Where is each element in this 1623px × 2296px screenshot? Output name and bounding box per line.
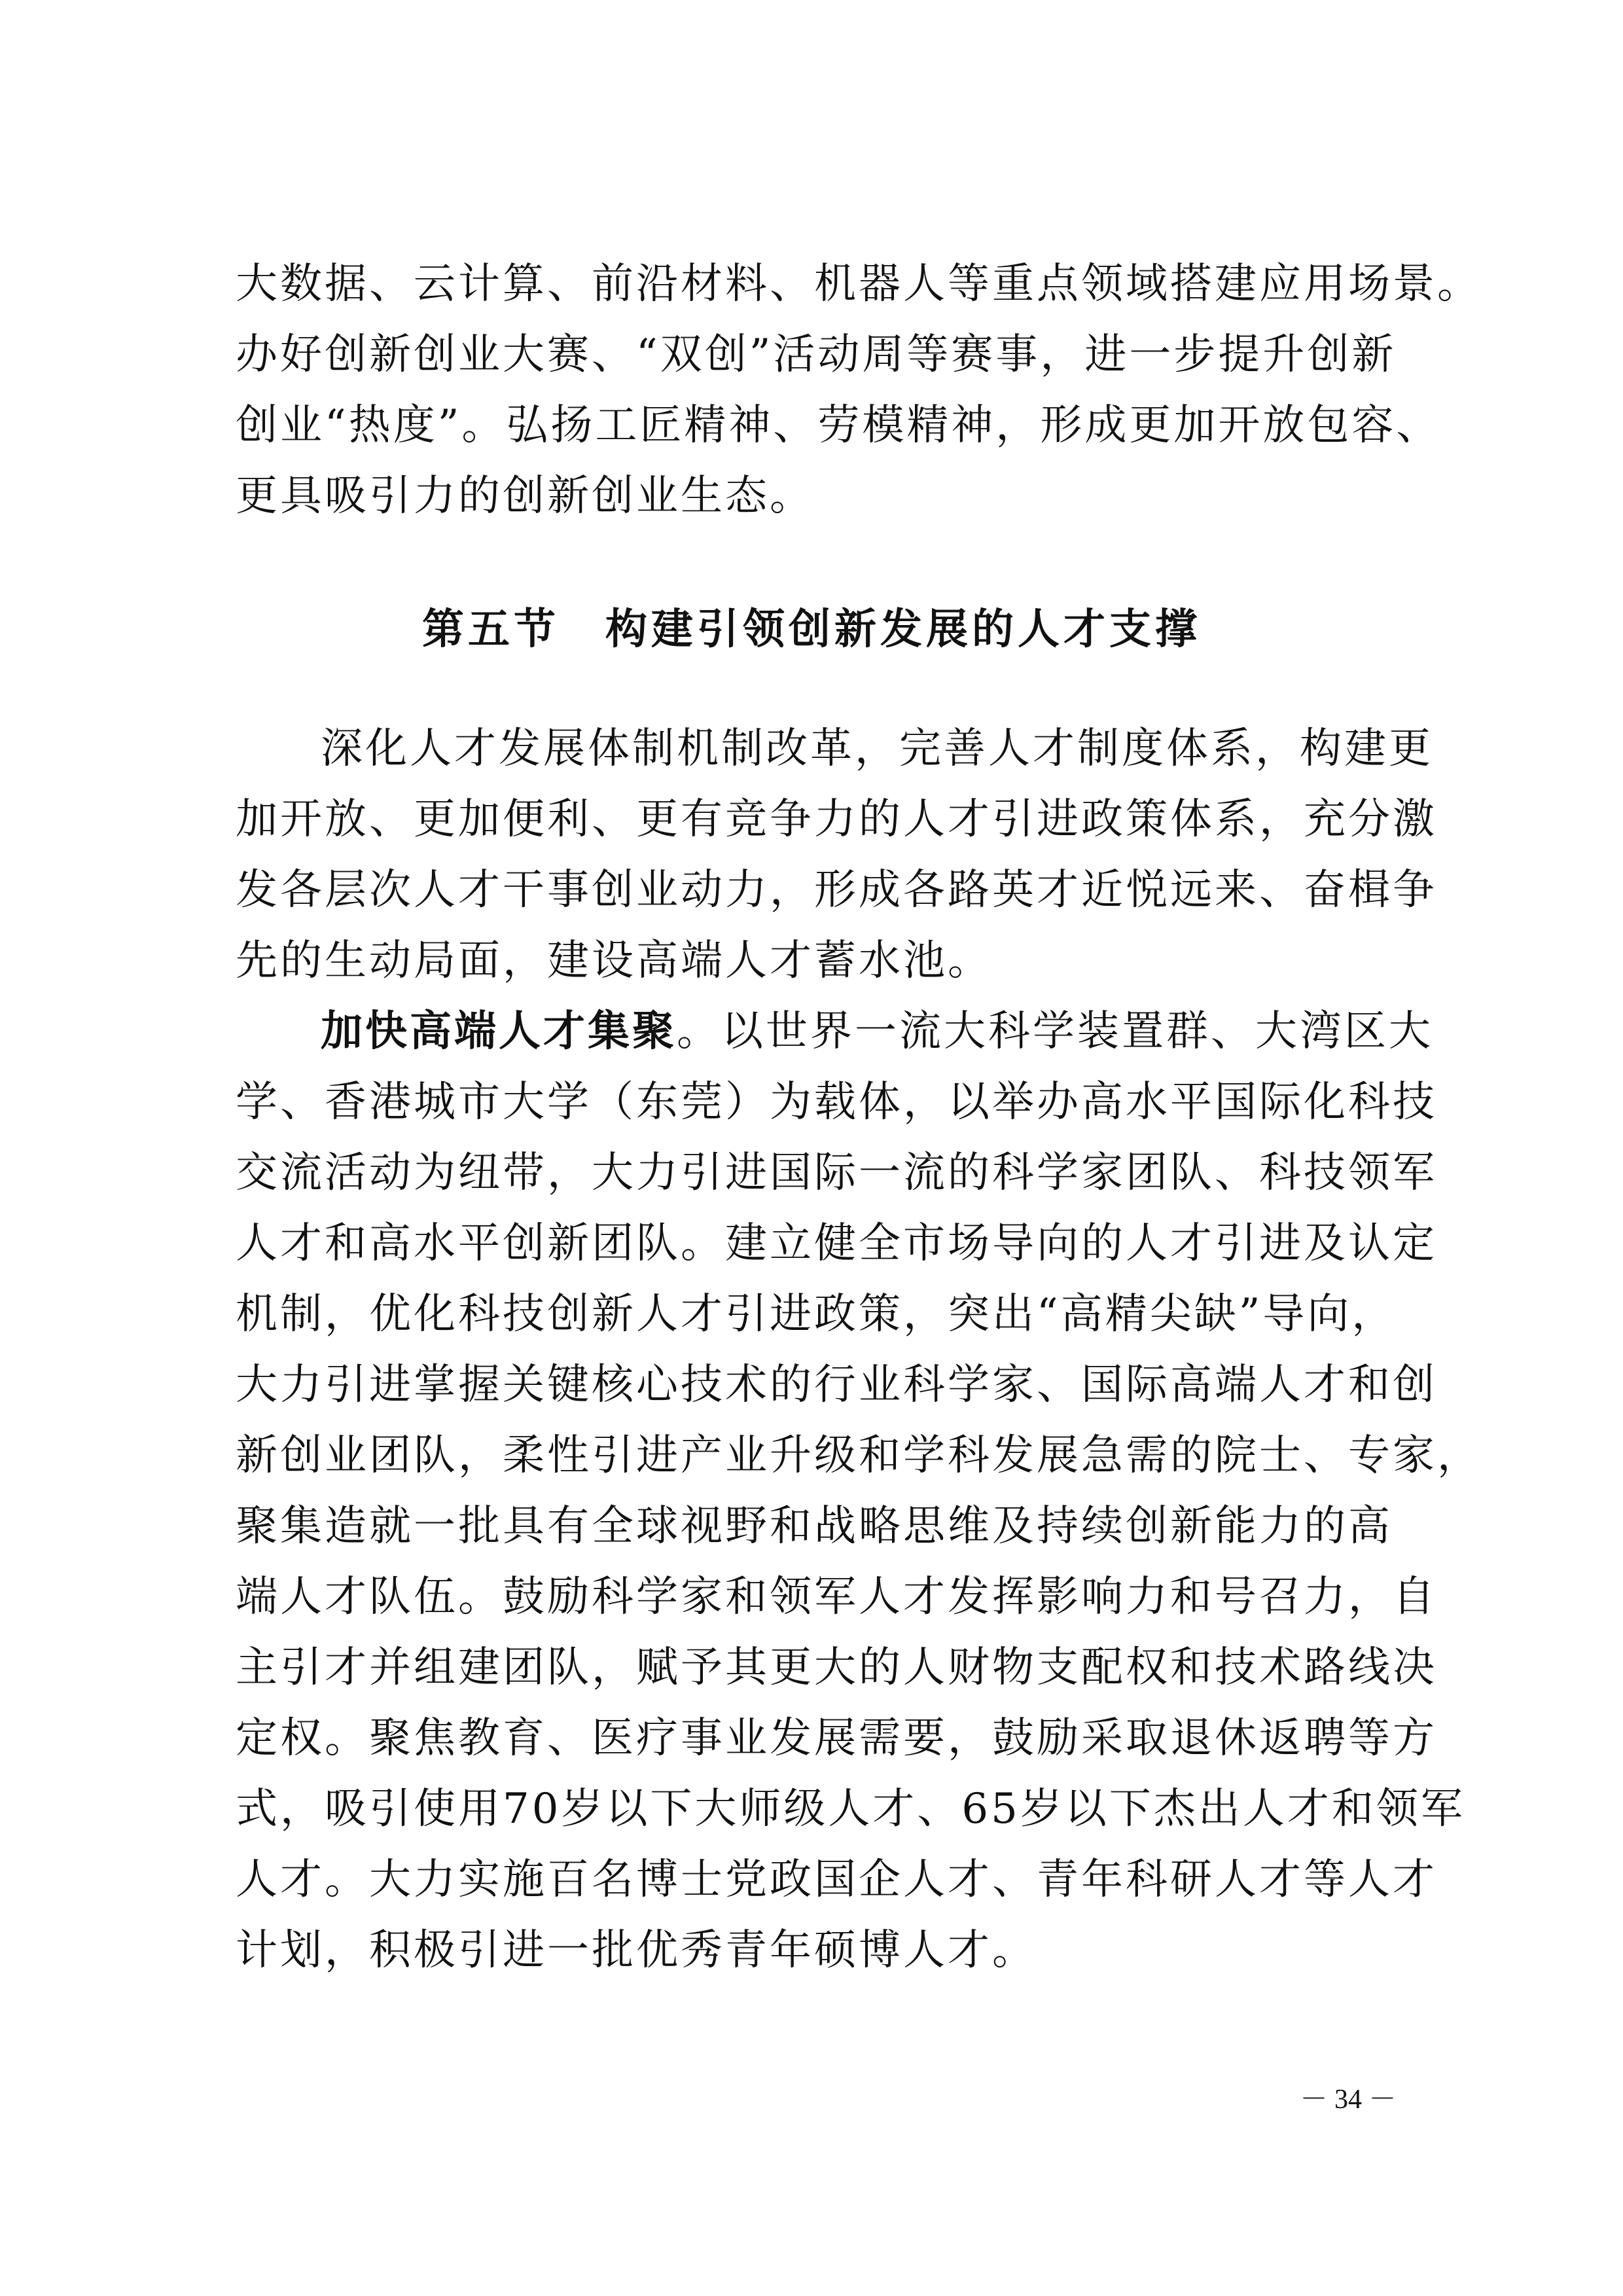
paragraph-line: 式，吸引使用70岁以下大师级人才、65岁以下杰出人才和领军: [236, 1785, 1465, 1833]
paragraph-line: 加开放、更加便利、更有竞争力的人才引进政策体系，充分激: [236, 795, 1437, 844]
paragraph-line: 主引才并组建团队，赋予其更大的人财物支配权和技术路线决: [236, 1643, 1437, 1692]
paragraph-line: 学、香港城市大学（东莞）为载体，以举办高水平国际化科技: [236, 1078, 1437, 1126]
paragraph-line: 计划，积极引进一批优秀青年硕博人才。: [236, 1926, 1037, 1975]
paragraph-line: 交流活动为纽带，大力引进国际一流的科学家团队、科技领军: [236, 1149, 1437, 1197]
paragraph-line: 创业“热度”。弘扬工匠精神、劳模精神，形成更加开放包容、: [236, 401, 1441, 450]
page-number: － 34 －: [1300, 2085, 1397, 2115]
section-heading: 第五节 构建引领创新发展的人才支撑: [422, 605, 1201, 654]
paragraph-line: 深化人才发展体制机制改革，完善人才制度体系，构建更: [321, 725, 1433, 773]
paragraph-line: 端人才队伍。鼓励科学家和领军人才发挥影响力和号召力，自: [236, 1573, 1437, 1621]
paragraph-line: 定权。聚焦教育、医疗事业发展需要，鼓励采取退休返聘等方: [236, 1714, 1437, 1763]
paragraph-line: 大力引进掌握关键核心技术的行业科学家、国际高端人才和创: [236, 1361, 1437, 1409]
paragraph-line: 办好创新创业大赛、“双创”活动周等赛事，进一步提升创新: [236, 331, 1397, 379]
paragraph-line: 大数据、云计算、前沿材料、机器人等重点领域搭建应用场景。: [236, 260, 1482, 308]
paragraph-line: 人才。大力实施百名博士党政国企人才、青年科研人才等人才: [236, 1856, 1437, 1904]
paragraph-line: 人才和高水平创新团队。建立健全市场导向的人才引进及认定: [236, 1219, 1437, 1268]
paragraph-line: 更具吸引力的创新创业生态。: [236, 472, 814, 520]
paragraph-line: 新创业团队，柔性引进产业升级和学科发展急需的院士、专家，: [236, 1431, 1482, 1480]
paragraph-line: [321, 1000, 1433, 1063]
paragraph-line: 机制，优化科技创新人才引进政策，突出“高精尖缺”导向，: [236, 1290, 1397, 1338]
paragraph-lead: 加快高端人才集聚: [321, 1007, 677, 1056]
paragraph-lead-rest: 。以世界一流大科学装置群、大湾区大: [677, 1007, 1433, 1056]
paragraph-line: 聚集造就一批具有全球视野和战略思维及持续创新能力的高: [236, 1502, 1393, 1551]
paragraph-line: 发各层次人才干事创业动力，形成各路英才近悦远来、奋楫争: [236, 866, 1437, 914]
paragraph-line: 先的生动局面，建设高端人才蓄水池。: [236, 937, 992, 985]
